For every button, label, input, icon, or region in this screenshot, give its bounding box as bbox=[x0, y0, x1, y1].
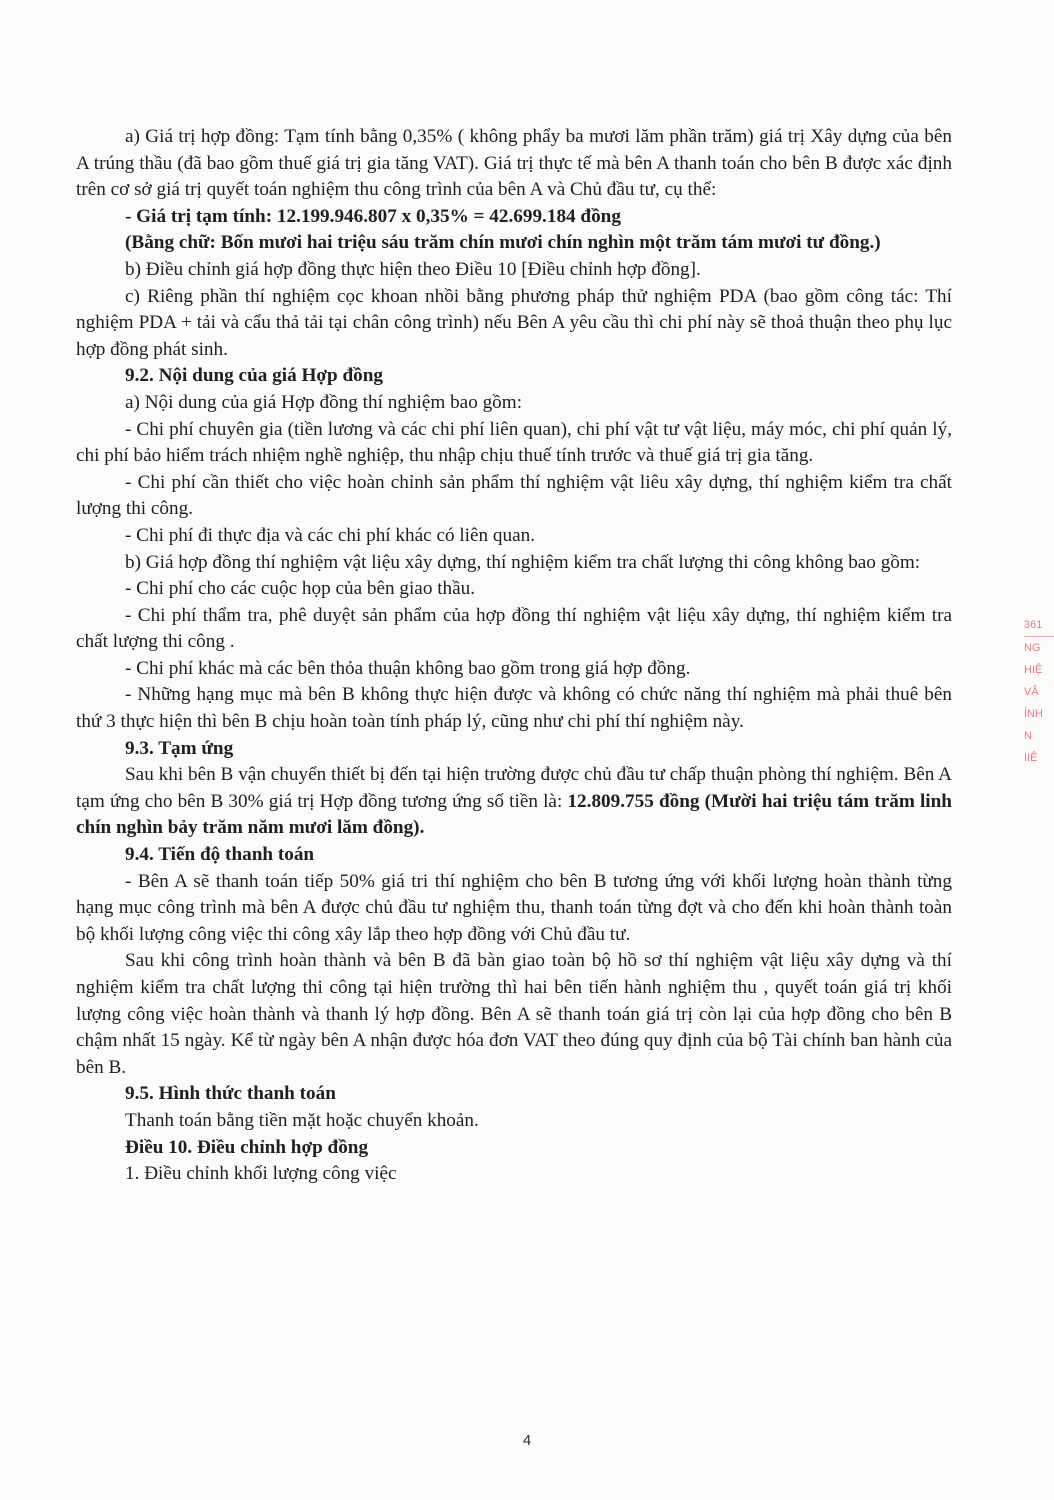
price-exclusion-item-3: - Chi phí khác mà các bên thỏa thuận không bao gồm trong giá hợp đồng. bbox=[125, 657, 691, 679]
page-number: 4 bbox=[522, 1432, 532, 1449]
price-content-item-1: - Chi phí chuyên gia (tiền lương và các chi phí liên quan), chi phí vật tư vật liệu, máy móc, chi phí quản lý, chi phí bảo hiểm trách nhiệm nghề nghiệp, thu nhập chịu thuế tính trước và thuế giá trị gia tăng. bbox=[76, 418, 952, 467]
section-9-3-heading: 9.3. Tạm ứng bbox=[125, 737, 234, 759]
price-content-intro: a) Nội dung của giá Hợp đồng thí nghiệm bao gồm: bbox=[125, 391, 523, 413]
price-exclusion-item-4: - Những hạng mục mà bên B không thực hiện được và không có chức năng thí nghiệm mà phải thuê bên thứ 3 thực hiện thì bên B chịu hoàn toàn tính pháp lý, cũng như chi phí thí nghiệm này. bbox=[76, 684, 952, 733]
price-exclusion-item-1: - Chi phí cho các cuộc họp của bên giao thầu. bbox=[125, 578, 476, 600]
red-stamp-fragment bbox=[1024, 614, 1054, 769]
stamp-text-line: VẬ bbox=[1024, 686, 1039, 698]
article-10-heading: Điều 10. Điều chỉnh hợp đồng bbox=[125, 1136, 369, 1158]
price-adjustment-paragraph: b) Điều chỉnh giá hợp đồng thực hiện theo Điều 10 [Điều chỉnh hợp đồng]. bbox=[125, 258, 701, 280]
section-9-5-heading: 9.5. Hình thức thanh toán bbox=[125, 1083, 336, 1105]
payment-schedule-paragraph-1: - Bên A sẽ thanh toán tiếp 50% giá tri thí nghiệm cho bên B tương ứng với khối lượng hoàn thành từng hạng mục công trình mà bên A được chủ đầu tư nghiệm thu, thanh toán từng đợt và cho đến khi hoàn thành toàn bộ khối lượng công việc thi công xây lắp theo hợp đồng với Chủ đầu tư. bbox=[76, 870, 952, 945]
stamp-text-line: ÍNH bbox=[1024, 708, 1043, 720]
pda-test-paragraph: c) Riêng phần thí nghiệm cọc khoan nhồi bằng phương pháp thử nghiệm PDA (bao gồm công tác: Thí nghiệm PDA + tải và cẩu thả tải tại chân công trình) nếu Bên A yêu cầu thì chi phí này sẽ thoả thuận theo phụ lục hợp đồng phát sinh. bbox=[76, 285, 952, 360]
article-10-item-1: 1. Điều chỉnh khối lượng công việc bbox=[125, 1163, 397, 1185]
price-content-item-3: - Chi phí đi thực địa và các chi phí khác có liên quan. bbox=[125, 524, 536, 546]
payment-schedule-paragraph-2: Sau khi công trình hoàn thành và bên B đã bàn giao toàn bộ hồ sơ thí nghiệm vật liệu xây dựng và thí nghiệm kiểm tra chất lượng thi công tại hiện trường thì hai bên tiến hành nghiệm thu , quyết toán giá trị khối lượng công việc hoàn thành và thanh lý hợp đồng. Bên A sẽ thanh toán giá trị còn lại của hợp đồng cho bên B chậm nhất 15 ngày. Kể từ ngày bên A nhận được hóa đơn VAT theo đúng quy định của bộ Tài chính ban hành của bên B. bbox=[76, 950, 952, 1078]
provisional-value-line: - Giá trị tạm tính: 12.199.946.807 x 0,35% = 42.699.184 đồng bbox=[125, 205, 621, 227]
advance-payment-paragraph bbox=[76, 762, 952, 842]
advance-payment-amount: 12.809.755 đồng (Mười hai triệu tám trăm linh chín nghìn bảy trăm năm mươi lăm đồng). bbox=[76, 790, 952, 839]
price-exclusions-intro: b) Giá hợp đồng thí nghiệm vật liệu xây dựng, thí nghiệm kiểm tra chất lượng thi công không bao gồm: bbox=[125, 551, 921, 573]
price-exclusion-item-2: - Chi phí thẩm tra, phê duyệt sản phẩm của hợp đồng thí nghiệm vật liệu xây dựng, thí nghiệm kiểm tra chất lượng thi công . bbox=[76, 604, 952, 653]
stamp-text-line: IIỆ bbox=[1024, 752, 1038, 764]
contract-value-paragraph: a) Giá trị hợp đồng: Tạm tính bằng 0,35% ( không phẩy ba mươi lăm phần trăm) giá trị Xây dựng của bên A trúng thầu (đã bao gồm thuế giá trị gia tăng VAT). Giá trị thực tế mà bên A thanh toán cho bên B được xác định trên cơ sở giá trị quyết toán nghiệm thu công trình của bên A và Chủ đầu tư, cụ thể: bbox=[76, 126, 952, 201]
stamp-text-line: 361 bbox=[1024, 614, 1054, 637]
section-9-4-heading: 9.4. Tiến độ thanh toán bbox=[125, 844, 315, 866]
stamp-text-line: N bbox=[1024, 730, 1032, 742]
advance-payment-text: Sau khi bên B vận chuyển thiết bị đến tại hiện trường được chủ đầu tư chấp thuận phòng thí nghiệm. Bên A tạm ứng cho bên B 30% giá trị Hợp đồng tương ứng số tiền là: bbox=[76, 764, 952, 812]
stamp-text-line: HIỆ bbox=[1024, 664, 1043, 676]
document-body bbox=[76, 124, 952, 1188]
value-in-words: (Bằng chữ: Bốn mươi hai triệu sáu trăm chín mươi chín nghìn một trăm tám mươi tư đồng.) bbox=[125, 232, 881, 254]
payment-method-paragraph: Thanh toán bằng tiền mặt hoặc chuyển khoản. bbox=[125, 1109, 479, 1131]
stamp-text-line: NG bbox=[1024, 642, 1041, 654]
section-9-2-heading: 9.2. Nội dung của giá Hợp đồng bbox=[125, 365, 384, 387]
price-content-item-2: - Chi phí cần thiết cho việc hoàn chỉnh sản phẩm thí nghiệm vật liêu xây dựng, thí nghiệm kiểm tra chất lượng thi công. bbox=[76, 471, 952, 520]
